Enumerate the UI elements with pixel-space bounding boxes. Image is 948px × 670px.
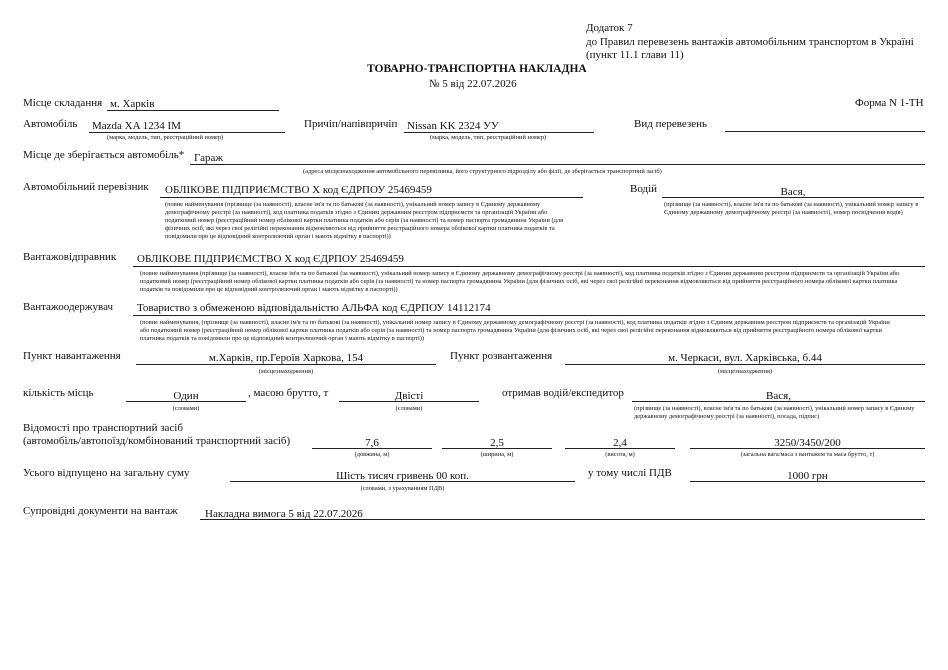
documents-label: Супровідні документи на вантаж	[23, 505, 178, 517]
loading-caption: (місцезнаходження)	[258, 368, 314, 375]
sum-caption: (словами, з урахуванням ПДВ)	[360, 485, 445, 492]
place-value[interactable]: м. Харків	[110, 98, 155, 110]
places-value[interactable]: Один	[173, 390, 199, 402]
storage-caption: (адреса місцезнаходження автомобільного перевізника, його структурного підрозділу або філії, де зберігається транспортний засіб)	[303, 168, 662, 175]
vehicle-label: Автомобіль	[23, 118, 78, 130]
consignee-value[interactable]: Товариство з обмеженою відповідальністю АЛЬФА код ЄДРПОУ 14112174	[137, 302, 491, 314]
places-label: кількість місць	[23, 387, 94, 399]
trailer-caption: (марка, модель, тип, реєстраційний номер)	[430, 134, 547, 141]
mass-label: , масою брутто, т	[248, 387, 329, 399]
documents-value[interactable]: Накладна вимога 5 від 22.07.2026	[205, 508, 363, 520]
width-value[interactable]: 2,5	[490, 437, 504, 449]
loading-value[interactable]: м.Харків, пр.Героїв Харкова, 154	[208, 352, 364, 364]
driver-label: Водій	[630, 183, 658, 195]
carrier-caption: (повне найменування (прізвище (за наявності), власне ім'я та по батькові (за наявності), унікальний номер запису в Єдиному державному демографічному реєстрі (за наявності), код платника податків згідно з Єдиним державним реєстром підприємств та організацій України або податковий номер (реєстраційний номер облікової картки платника податків або серія (за наявності) та номер паспорта громадянина України (для фізичних осіб, які через свої релігійні переконання відмовляються від прийняття реєстраційного номера облікової картки платника податків та повідомили про це відповідний контролюючий орган і мають відмітку в паспорті))	[165, 201, 564, 240]
form-number: Форма N 1-ТН	[855, 97, 924, 109]
length-value[interactable]: 7,6	[365, 437, 379, 449]
trailer-label: Причіп/напівпричіп	[304, 118, 398, 130]
sum-value[interactable]: Шість тисяч гривень 00 коп.	[336, 470, 469, 482]
consignee-label: Вантажоодержувач	[23, 301, 114, 313]
storage-label: Місце де зберігається автомобіль*	[23, 149, 185, 161]
height-caption: (висота, м)	[605, 451, 635, 458]
document-number: № 5 від 22.07.2026	[429, 78, 517, 90]
mass-value[interactable]: Двісті	[394, 390, 424, 402]
driver-value[interactable]: Вася,	[780, 186, 806, 198]
trailer-value[interactable]: Nissan KK 2324 УУ	[407, 120, 499, 132]
width-caption: (ширина, м)	[480, 451, 514, 458]
vat-value[interactable]: 1000 грн	[787, 470, 828, 482]
sum-label: Усього відпущено на загальну суму	[23, 467, 190, 479]
unloading-caption: (місцезнаходження)	[717, 368, 773, 375]
shipper-label: Вантажовідправник	[23, 251, 117, 263]
length-caption: (довжина, м)	[354, 451, 390, 458]
driver-caption: (прізвище (за наявності), власне ім'я та по батькові (за наявності), унікальний номер запису в Єдиному державному демографічному реєстрі (за наявності), номер посвідчення водія)	[664, 201, 919, 216]
weight-value[interactable]: 3250/3450/200	[774, 437, 841, 449]
places-caption: (словами)	[172, 405, 200, 412]
loading-label: Пункт навантаження	[23, 350, 121, 362]
height-value[interactable]: 2,4	[613, 437, 627, 449]
unloading-value[interactable]: м. Черкаси, вул. Харківська, б.44	[668, 352, 822, 364]
transport-type-label: Вид перевезень	[634, 118, 707, 130]
carrier-label: Автомобільний перевізник	[23, 181, 149, 193]
vehicle-info-label: Відомості про транспортний засіб	[23, 422, 183, 434]
storage-value[interactable]: Гараж	[194, 152, 223, 164]
vehicle-value[interactable]: Mazda XA 1234 IM	[92, 120, 181, 132]
vehicle-caption: (марка, модель, тип, реєстраційний номер)	[107, 134, 224, 141]
mass-caption: (словами)	[395, 405, 423, 412]
shipper-caption: (повне найменування (прізвище (за наявності), власне ім'я та по батькові (за наявності), унікальний номер запису в Єдиному державному демографічному реєстрі (за наявності), код платника податків згідно з Єдиним державним реєстром підприємств та організацій України або податковий номер (реєстраційний номер облікової картки платника податків або серія (за наявності) та номер паспорта громадянина України (для фізичних осіб, які через свої релігійні переконання відмовляються від прийняття реєстраційного номера облікової картки платника податків та повідомили про це відповідний контролюючий орган і мають відмітку в паспорті))	[140, 270, 900, 293]
received-value[interactable]: Вася,	[766, 390, 791, 402]
vat-label: у тому числі ПДВ	[588, 467, 672, 479]
shipper-value[interactable]: ОБЛІКОВЕ ПІДПРИЄМСТВО Х код ЄДРПОУ 25469459	[137, 253, 404, 265]
carrier-value[interactable]: ОБЛІКОВЕ ПІДПРИЄМСТВО Х код ЄДРПОУ 25469459	[165, 184, 432, 196]
annex-rules: до Правил перевезень вантажів автомобільним транспортом в Україні	[586, 36, 914, 48]
vehicle-info-sublabel: (автомобіль/автопоїзд/комбінований транспортний засіб)	[23, 435, 291, 447]
received-caption: (прізвище (за наявності), власне ім'я та по батькові (за наявності), унікальний номер запису в Єдиному державному демографічному реєстрі (за наявності), посада, підпис)	[634, 405, 915, 420]
place-label: Місце складання	[23, 97, 103, 109]
unloading-label: Пункт розвантаження	[450, 350, 553, 362]
annex-clause: (пункт 11.1 глави 11)	[586, 49, 684, 61]
document-title: ТОВАРНО-ТРАНСПОРТНА НАКЛАДНА	[367, 63, 587, 75]
received-label: отримав водій/експедитор	[502, 387, 624, 399]
consignee-caption: (повне найменування, (прізвище (за наявності), власне ім'я та по батькові (за наявності), унікальний номер запису в Єдиному державному демографічному реєстрі (за наявності), код платника податків згідно з Єдиним державним реєстром підприємств та організацій України або податковий номер (реєстраційний номер облікової картки платника податків або серія (за наявності) та номер паспорта громадянина України (для фізичних осіб, які через свої релігійні переконання відмовляються від прийняття реєстраційного номера облікової картки платника податків та повідомили про це відповідний контролюючий орган і мають відмітку в паспорті))	[140, 319, 890, 342]
weight-caption: (загальна вага/маса з вантажем та маса брутто, т)	[740, 451, 875, 458]
annex-number: Додаток 7	[586, 22, 633, 34]
